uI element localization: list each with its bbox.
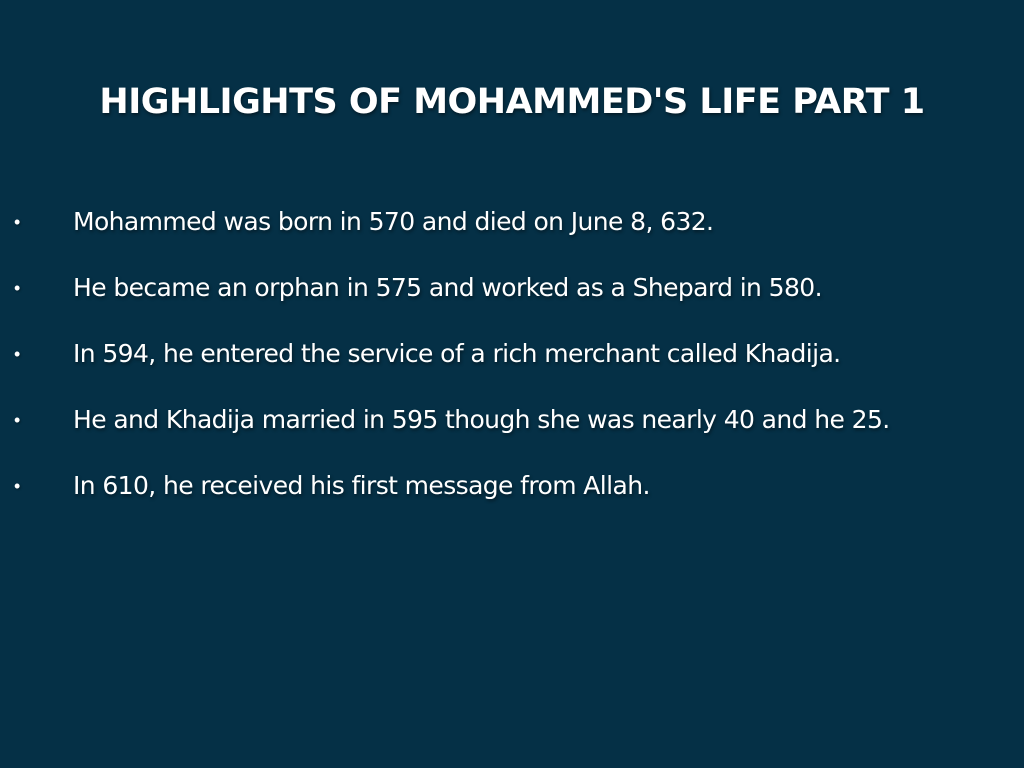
bullet-text: He became an orphan in 575 and worked as a Shepard in 580. — [73, 273, 822, 302]
list-item — [0, 264, 1024, 330]
bullet-icon: • — [14, 278, 21, 298]
bullet-text: In 610, he received his first message from Allah. — [73, 471, 650, 500]
slide-title: HIGHLIGHTS OF MOHAMMED'S LIFE PART 1 — [99, 82, 925, 122]
list-item — [0, 462, 1024, 528]
bullet-list — [0, 198, 1024, 528]
bullet-text: Mohammed was born in 570 and died on June 8, 632. — [73, 207, 714, 236]
bullet-icon: • — [14, 476, 21, 496]
list-item — [0, 396, 1024, 462]
bullet-icon: • — [14, 344, 21, 364]
list-item — [0, 330, 1024, 396]
bullet-icon: • — [14, 212, 21, 232]
bullet-text: He and Khadija married in 595 though she was nearly 40 and he 25. — [73, 405, 890, 434]
bullet-text: In 594, he entered the service of a rich merchant called Khadija. — [73, 339, 841, 368]
list-item — [0, 198, 1024, 264]
bullet-icon: • — [14, 410, 21, 430]
